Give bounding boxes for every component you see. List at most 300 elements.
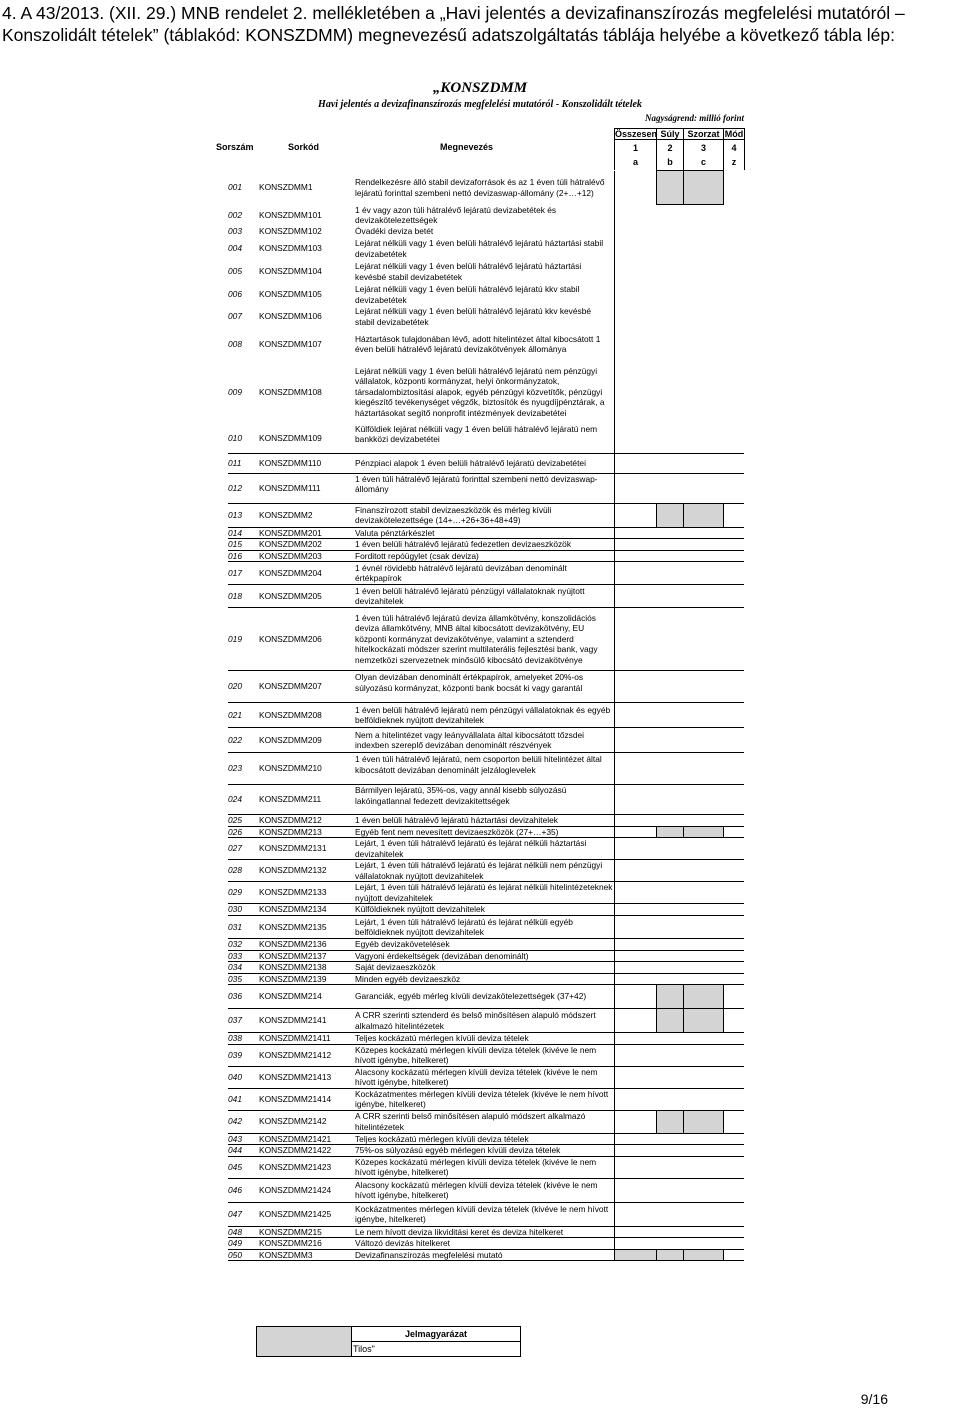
row-number: 044 <box>228 1145 258 1157</box>
value-cell <box>656 785 683 815</box>
value-cell <box>683 1033 723 1045</box>
row-code: KONSZDMM21414 <box>258 1088 352 1110</box>
data-table <box>228 170 744 1261</box>
row-description: Lejárt, 1 éven túli hátralévő lejáratú és lejárat nélküli hitelintézeteknek nyújtott devizahitelek <box>352 882 614 904</box>
row-code: KONSZDMM101 <box>259 209 322 220</box>
value-cell <box>656 1178 683 1202</box>
row-description: 1 éven belüli hátralévő lejáratú fedezetlen devizaeszközök <box>352 539 614 551</box>
value-cell <box>656 260 683 284</box>
row-description: Finanszírozott stabil devizaeszközök és mérleg kívüli devizakötelezettsége (14+…+26+36+48+49) <box>352 503 614 527</box>
table-row <box>228 962 744 974</box>
table-row <box>228 424 744 454</box>
row-description: Devizafinanszírozás megfelelési mutató <box>352 1249 614 1261</box>
row-number: 025 <box>228 815 258 827</box>
value-cell <box>723 882 744 904</box>
table-row <box>228 1110 744 1133</box>
value-cell <box>614 562 656 585</box>
value-cell <box>683 1088 723 1110</box>
value-cell <box>614 608 656 671</box>
row-code: KONSZDMM2142 <box>258 1110 352 1133</box>
value-cell <box>683 527 723 539</box>
value-cell <box>614 205 656 226</box>
value-cell <box>683 284 723 306</box>
value-cell <box>614 424 656 454</box>
value-cell <box>723 1156 744 1178</box>
value-cell <box>656 473 683 503</box>
value-cell <box>614 328 656 361</box>
value-cell <box>683 260 723 284</box>
value-cell <box>683 453 723 473</box>
value-cell <box>656 562 683 585</box>
value-cell <box>656 904 683 916</box>
value-cell <box>656 205 683 226</box>
row-description: Változó devizás hitelkeret <box>352 1238 614 1250</box>
row-code: KONSZDMM104 <box>259 266 322 277</box>
table-row <box>228 1145 744 1157</box>
table-row <box>228 838 744 860</box>
row-code: KONSZDMM216 <box>258 1238 352 1250</box>
row-number: 032 <box>228 939 258 951</box>
row-code: KONSZDMM2132 <box>258 860 352 882</box>
col-num-4: 4 <box>731 143 737 153</box>
shaded-cell <box>683 171 723 205</box>
value-cell <box>683 703 723 728</box>
value-cell <box>723 608 744 671</box>
row-code: KONSZDMM105 <box>259 289 322 300</box>
row-description: Közepes kockázatú mérlegen kívüli deviza tételek (kivéve le nem hívott igénybe, hitelkeret) <box>352 1044 614 1066</box>
value-cell <box>723 453 744 473</box>
value-cell <box>614 1238 656 1250</box>
value-cell <box>614 1088 656 1110</box>
row-description: Lejárat nélküli vagy 1 éven belüli hátralévő lejáratú kkv kevésbé stabil devizabetétek <box>355 306 592 327</box>
row-code: KONSZDMM209 <box>258 728 352 753</box>
value-cell <box>683 306 723 328</box>
value-cell <box>683 962 723 974</box>
row-code: KONSZDMM21423 <box>258 1156 352 1178</box>
value-cell <box>656 1202 683 1226</box>
value-cell <box>723 1202 744 1226</box>
row-code: KONSZDMM207 <box>258 671 352 703</box>
value-cell <box>614 527 656 539</box>
table-row <box>228 562 744 585</box>
value-cell <box>683 1178 723 1202</box>
header-line <box>723 140 724 170</box>
header-line <box>656 140 657 170</box>
row-code: KONSZDMM109 <box>258 424 352 454</box>
header-line <box>744 140 745 170</box>
value-cell <box>723 1088 744 1110</box>
row-number: 021 <box>228 703 258 728</box>
row-code: KONSZDMM2 <box>258 503 352 527</box>
value-cell <box>723 1133 744 1145</box>
table-row <box>228 226 744 238</box>
value-cell <box>656 238 683 260</box>
row-description: Forditott repóügylet (csak deviza) <box>352 550 614 562</box>
row-number: 041 <box>228 1088 258 1110</box>
row-description: 75%-os súlyozású egyéb mérlegen kívüli deviza tételek <box>352 1145 614 1157</box>
value-cell <box>656 1133 683 1145</box>
row-description: 1 éven belüli hátralévő lejáratú háztartási devizahitelek <box>352 815 614 827</box>
value-cell <box>723 838 744 860</box>
row-description: Óvadéki deviza betét <box>355 226 434 237</box>
row-code: KONSZDMM208 <box>258 703 352 728</box>
row-code: KONSZDMM215 <box>258 1226 352 1238</box>
value-cell <box>723 328 744 361</box>
value-cell <box>614 503 656 527</box>
row-description: Pénzpiaci alapok 1 éven belüli hátralévő lejáratú devizabetétei <box>352 453 614 473</box>
value-cell <box>656 916 683 939</box>
value-cell <box>683 226 723 238</box>
value-cell <box>683 904 723 916</box>
col-letter-a: a <box>632 157 638 167</box>
shaded-cell <box>656 826 683 838</box>
value-cell <box>614 860 656 882</box>
row-description: Teljes kockázatú mérlegen kívüli deviza tételek <box>352 1033 614 1045</box>
row-code: KONSZDMM2141 <box>258 1009 352 1033</box>
value-cell <box>723 585 744 608</box>
value-cell <box>683 1145 723 1157</box>
value-cell <box>614 585 656 608</box>
row-number: 013 <box>228 503 258 527</box>
value-cell <box>723 473 744 503</box>
row-number: 027 <box>228 838 258 860</box>
row-code: KONSZDMM2138 <box>258 962 352 974</box>
value-cell <box>614 826 656 838</box>
shaded-cell <box>614 1249 656 1261</box>
value-cell <box>723 226 744 238</box>
row-code: KONSZDMM211 <box>258 785 352 815</box>
row-description: Lejárt, 1 éven túli hátralévő lejáratú és lejárat nélküli nem pénzügyi vállalatoknak nyújtott devizahitelek <box>352 860 614 882</box>
header-line <box>614 140 615 170</box>
col-num-3: 3 <box>700 143 706 153</box>
value-cell <box>723 1110 744 1133</box>
value-cell <box>614 453 656 473</box>
row-number: 045 <box>228 1156 258 1178</box>
row-number: 037 <box>228 1009 258 1033</box>
row-description: 1 éven belüli hátralévő lejáratú pénzügyi vállalatoknak nyújtott devizahitelek <box>352 585 614 608</box>
value-cell <box>723 539 744 551</box>
value-cell <box>614 550 656 562</box>
row-number: 005 <box>228 266 242 277</box>
row-description: Nem a hitelintézet vagy leányvállalata által kibocsátott tőzsdei indexben szereplő devizában denominált részvények <box>352 728 614 753</box>
value-cell <box>656 1044 683 1066</box>
value-cell <box>656 226 683 238</box>
value-cell <box>723 826 744 838</box>
row-description: Egyéb fent nem nevesített devizaeszközök (27+…+35) <box>352 826 614 838</box>
row-code: KONSZDMM110 <box>258 453 352 473</box>
value-cell <box>614 985 656 1009</box>
row-code: KONSZDMM2137 <box>258 950 352 962</box>
value-cell <box>683 728 723 753</box>
value-cell <box>683 1238 723 1250</box>
col-letter-b: b <box>667 157 673 167</box>
value-cell <box>723 503 744 527</box>
row-description: Alacsony kockázatú mérlegen kívüli deviza tételek (kivéve le nem hívott igénybe, hitelkeret) <box>352 1178 614 1202</box>
shaded-cell <box>683 1009 723 1033</box>
row-number: 042 <box>228 1110 258 1133</box>
value-cell <box>656 962 683 974</box>
row-number: 017 <box>228 562 258 585</box>
row-description: Lejárat nélküli vagy 1 éven belüli hátralévő lejáratú nem pénzügyi vállalatok, központi kormányzat, helyi önkormányzatok, társadalombiztosítási alapok, egyéb pénzügyi közvetítők, pénzügyi kiegészítő tevékenységet végzők, biztosítók és nyugdíjpénztárak, a háztartásokat segítő nonprofit intézmények devizabetétei <box>355 365 605 418</box>
value-cell <box>656 815 683 827</box>
col-letter-c: c <box>700 157 706 167</box>
table-row <box>228 671 744 703</box>
row-description: Közepes kockázatú mérlegen kívüli deviza tételek (kivéve le nem hívott igénybe, hitelkeret) <box>352 1156 614 1178</box>
row-description: Kockázatmentes mérlegen kívüli deviza tételek (kivéve le nem hívott igénybe, hitelkeret) <box>352 1202 614 1226</box>
row-number: 019 <box>228 608 258 671</box>
row-code: KONSZDMM205 <box>258 585 352 608</box>
table-row <box>228 284 744 306</box>
value-cell <box>656 671 683 703</box>
table-row <box>228 328 744 361</box>
value-cell <box>656 361 683 424</box>
value-cell <box>723 815 744 827</box>
value-cell <box>656 328 683 361</box>
value-cell <box>723 205 744 226</box>
table-row <box>228 361 744 424</box>
value-cell <box>614 1044 656 1066</box>
value-cell <box>614 1178 656 1202</box>
table-row <box>228 703 744 728</box>
header-line <box>683 140 684 170</box>
value-cell <box>683 1066 723 1088</box>
row-description: Lejárt, 1 éven túli hátralévő lejáratú és lejárat nélküli egyéb belföldieknek nyújtott devizahitelek <box>352 916 614 939</box>
row-description: 1 éven túli hátralévő lejáratú, nem csoporton belüli hitelintézet által kibocsátott devizában denominált jelzáloglevelek <box>352 753 614 785</box>
value-cell <box>614 238 656 260</box>
table-row <box>228 1178 744 1202</box>
value-cell <box>656 1156 683 1178</box>
value-cell <box>656 539 683 551</box>
shaded-cell <box>656 1110 683 1133</box>
value-cell <box>683 1133 723 1145</box>
value-cell <box>683 1202 723 1226</box>
value-cell <box>656 284 683 306</box>
row-code: KONSZDMM107 <box>259 338 322 349</box>
value-cell <box>723 284 744 306</box>
value-cell <box>723 753 744 785</box>
col-num-2: 2 <box>667 143 673 153</box>
value-cell <box>614 1226 656 1238</box>
value-cell <box>683 815 723 827</box>
header-osszesen: Összesen <box>615 129 658 139</box>
row-number: 001 <box>228 182 242 193</box>
value-cell <box>683 473 723 503</box>
col-num-1: 1 <box>632 143 638 153</box>
row-code: KONSZDMM21425 <box>258 1202 352 1226</box>
header-sorszam: Sorszám <box>216 142 254 152</box>
row-number: 003 <box>228 226 242 237</box>
value-cell <box>723 785 744 815</box>
table-row <box>228 1202 744 1226</box>
shaded-cell <box>683 826 723 838</box>
row-description: Minden egyéb devizaeszköz <box>352 973 614 985</box>
row-code: KONSZDMM213 <box>258 826 352 838</box>
row-number: 006 <box>228 289 242 300</box>
legend-box <box>256 1326 521 1357</box>
header-szorzat: Szorzat <box>683 128 724 140</box>
table-row <box>228 904 744 916</box>
value-cell <box>723 1238 744 1250</box>
row-description: Alacsony kockázatú mérlegen kívüli deviza tételek (kivéve le nem hívott igénybe, hitelkeret) <box>352 1066 614 1088</box>
table-row <box>228 503 744 527</box>
row-description: Saját devizaeszközök <box>352 962 614 974</box>
table-row <box>228 882 744 904</box>
value-cell <box>723 1145 744 1157</box>
table-row <box>228 1044 744 1066</box>
row-code: KONSZDMM203 <box>258 550 352 562</box>
value-cell <box>723 985 744 1009</box>
value-cell <box>656 424 683 454</box>
value-cell <box>614 785 656 815</box>
value-cell <box>683 205 723 226</box>
value-cell <box>723 306 744 328</box>
row-number: 024 <box>228 785 258 815</box>
table-row <box>228 973 744 985</box>
value-cell <box>656 838 683 860</box>
value-cell <box>723 1178 744 1202</box>
shaded-cell <box>656 985 683 1009</box>
row-number: 031 <box>228 916 258 939</box>
row-description: Garanciák, egyéb mérleg kívüli devizakötelezettségek (37+42) <box>352 985 614 1009</box>
value-cell <box>723 562 744 585</box>
table-row <box>228 916 744 939</box>
table-row <box>228 815 744 827</box>
col-letter-z: z <box>731 157 737 167</box>
value-cell <box>683 1156 723 1178</box>
value-cell <box>614 1202 656 1226</box>
row-code: KONSZDMM2134 <box>258 904 352 916</box>
value-cell <box>683 562 723 585</box>
value-cell <box>656 860 683 882</box>
row-code: KONSZDMM1 <box>259 182 313 193</box>
value-cell <box>723 424 744 454</box>
value-cell <box>723 1009 744 1033</box>
row-number: 050 <box>228 1249 258 1261</box>
value-cell <box>656 550 683 562</box>
value-cell <box>683 838 723 860</box>
row-description: 1 éven belüli hátralévő lejáratú nem pénzügyi vállalatoknak és egyéb belföldieknek nyújtott devizahitelek <box>352 703 614 728</box>
row-code: KONSZDMM111 <box>258 473 352 503</box>
row-number: 008 <box>228 338 242 349</box>
row-code: KONSZDMM21422 <box>258 1145 352 1157</box>
value-cell <box>683 424 723 454</box>
row-number: 036 <box>228 985 258 1009</box>
value-cell <box>614 950 656 962</box>
table-row <box>228 527 744 539</box>
row-description: Lejárat nélküli vagy 1 éven belüli hátralévő lejáratú kkv stabil devizabetétek <box>355 284 580 305</box>
value-cell <box>683 608 723 671</box>
value-cell <box>656 973 683 985</box>
shaded-cell <box>656 171 683 205</box>
row-number: 007 <box>228 311 242 322</box>
value-cell <box>656 703 683 728</box>
table-row <box>228 260 744 284</box>
value-cell <box>683 939 723 951</box>
value-cell <box>656 728 683 753</box>
form-subtitle: Havi jelentés a devizafinanszírozás megfelelési mutatóról - Konszolidált tételek <box>318 99 642 110</box>
row-code: KONSZDMM210 <box>258 753 352 785</box>
row-code: KONSZDMM21412 <box>258 1044 352 1066</box>
row-number: 022 <box>228 728 258 753</box>
value-cell <box>614 171 656 205</box>
shaded-cell <box>683 985 723 1009</box>
shaded-cell <box>683 503 723 527</box>
row-description: Rendelkezésre álló stabil devizaforrások és az 1 éven túli hátralévő lejáratú forinttal szembeni nettó devizaswap-állomány (2+…+12) <box>355 177 605 198</box>
value-cell <box>683 1226 723 1238</box>
form-title: „KONSZDMM <box>432 80 528 96</box>
row-description: Vagyoni érdekeltségek (devizában denominált) <box>352 950 614 962</box>
table-row <box>228 171 744 205</box>
row-description: Lejárat nélküli vagy 1 éven belüli hátralévő lejáratú háztartási kevésbé stabil devizabetétek <box>355 261 582 282</box>
row-description: Kockázatmentes mérlegen kívüli deviza tételek (kivéve le nem hívott igénybe, hitelkeret) <box>352 1088 614 1110</box>
row-code: KONSZDMM21413 <box>258 1066 352 1088</box>
row-number: 011 <box>228 453 258 473</box>
value-cell <box>656 306 683 328</box>
value-cell <box>614 838 656 860</box>
value-cell <box>614 753 656 785</box>
value-cell <box>723 904 744 916</box>
row-number: 034 <box>228 962 258 974</box>
value-cell <box>723 916 744 939</box>
value-cell <box>683 238 723 260</box>
row-number: 015 <box>228 539 258 551</box>
value-cell <box>614 361 656 424</box>
value-cell <box>614 1156 656 1178</box>
table-row <box>228 306 744 328</box>
row-number: 014 <box>228 527 258 539</box>
value-cell <box>683 1044 723 1066</box>
row-number: 010 <box>228 424 258 454</box>
table-row <box>228 205 744 226</box>
row-code: KONSZDMM3 <box>258 1249 352 1261</box>
value-cell <box>723 671 744 703</box>
value-cell <box>614 671 656 703</box>
table-row <box>228 473 744 503</box>
value-cell <box>614 260 656 284</box>
value-cell <box>614 306 656 328</box>
value-cell <box>656 1226 683 1238</box>
table-row <box>228 1156 744 1178</box>
value-cell <box>656 1088 683 1110</box>
shaded-cell <box>656 1249 683 1261</box>
value-cell <box>614 226 656 238</box>
table-row <box>228 1226 744 1238</box>
table-row <box>228 1133 744 1145</box>
table-row <box>228 985 744 1009</box>
legend-title: Jelmagyarázat <box>352 1327 521 1342</box>
row-description: Teljes kockázatú mérlegen kívüli deviza tételek <box>352 1133 614 1145</box>
value-cell <box>656 585 683 608</box>
row-code: KONSZDMM2139 <box>258 973 352 985</box>
value-cell <box>614 284 656 306</box>
value-cell <box>656 939 683 951</box>
value-cell <box>614 1009 656 1033</box>
row-description: Külföldiek lejárat nélküli vagy 1 éven belüli hátralévő lejáratú nem bankközi devizabetétei <box>352 424 614 454</box>
value-cell <box>683 753 723 785</box>
row-description: 1 évnél rövidebb hátralévő lejáratú devizában denominált értékpapírok <box>352 562 614 585</box>
value-cell <box>723 1044 744 1066</box>
row-number: 016 <box>228 550 258 562</box>
row-number: 028 <box>228 860 258 882</box>
value-cell <box>656 527 683 539</box>
row-code: KONSZDMM201 <box>258 527 352 539</box>
value-cell <box>614 962 656 974</box>
row-code: KONSZDMM202 <box>258 539 352 551</box>
value-cell <box>614 1033 656 1045</box>
row-description: A CRR szerinti sztenderd és belső minősítésen alapuló módszert alkalmazó hitelintézetek <box>352 1009 614 1033</box>
shaded-cell <box>656 1009 683 1033</box>
row-code: KONSZDMM21424 <box>258 1178 352 1202</box>
